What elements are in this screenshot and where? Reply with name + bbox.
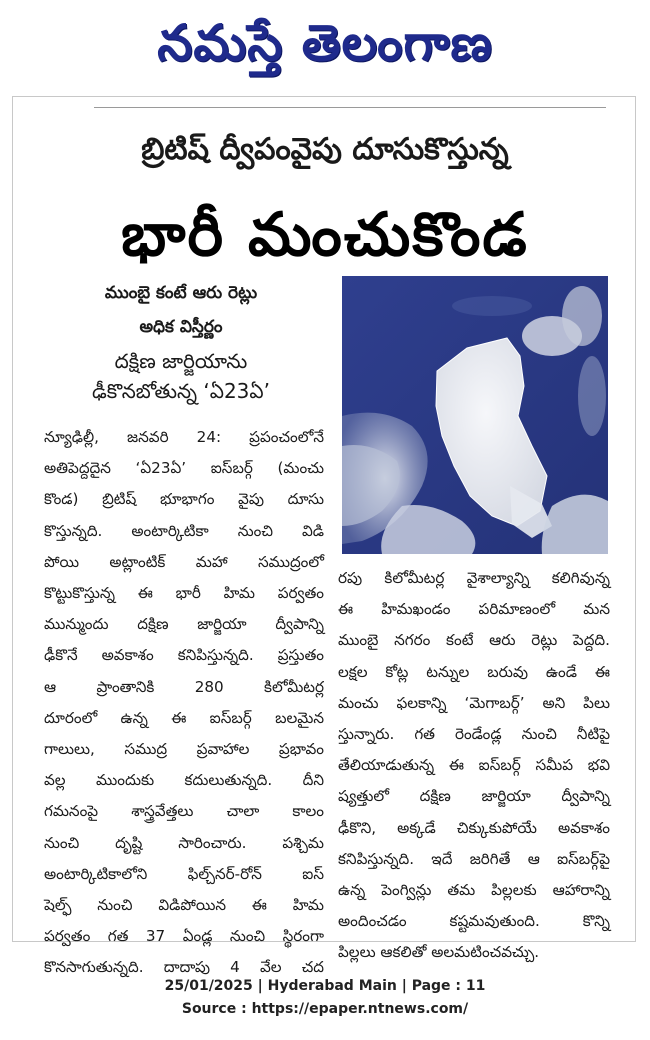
source-link[interactable]: Source : https://epaper.ntnews.com/ bbox=[181, 1001, 469, 1017]
iceberg-satellite-photo bbox=[342, 276, 608, 554]
header-rule bbox=[94, 107, 606, 108]
body-line: ష్యత్తులో దక్షిణ జార్జియా ద్వీపాన్ని bbox=[338, 787, 610, 806]
body-line: గాలులు, సముద్ర ప్రవాహాల ప్రభావం bbox=[44, 740, 324, 759]
body-line: వల్ల ముందుకు కదులుతున్నది. దీని bbox=[44, 771, 324, 790]
body-line: పోయి అట్లాంటిక్ మహా సముద్రంలో bbox=[44, 552, 324, 571]
body-line: అతిపెద్దదైన ‘ఏ23ఏ’ ఐస్‌బర్గ్ (మంచు bbox=[44, 459, 324, 478]
body-line: ఈ హిమఖండం పరిమాణంలో మన bbox=[338, 600, 610, 619]
iceberg-image bbox=[342, 276, 608, 554]
body-line: ముంబై నగరం కంటే ఆరు రెట్లు పెద్దది. bbox=[338, 631, 610, 650]
body-line: అందించడం కష్టమవుతుంది. కొన్ని bbox=[338, 912, 610, 931]
masthead bbox=[0, 8, 650, 78]
subhead-4: ఢీకొనబోతున్న ‘ఏ23ఏ’ bbox=[92, 379, 270, 403]
body-line: పర్వతం గత 37 ఏండ్ల నుంచి స్థిరంగా bbox=[44, 927, 324, 946]
article-body-right-column bbox=[338, 563, 610, 969]
body-line: రపు కిలోమీటర్ల వైశాల్యాన్ని కలిగివున్న bbox=[338, 569, 610, 587]
body-line: స్తున్నారు. గత రెండేండ్ల నుంచి నీటిపై bbox=[338, 725, 610, 744]
body-line: కొట్టుకొస్తున్న ఈ భారీ హిమ పర్వతం bbox=[44, 584, 324, 603]
body-line: అంటార్కిటికాలోని ఫిల్చ్‌నర్-రోన్ ఐస్ bbox=[44, 864, 324, 883]
body-line: న్యూఢిల్లీ, జనవరి 24: ప్రపంచంలోనే bbox=[44, 428, 324, 446]
body-line: కనిపిస్తున్నది. ఇదే జరిగితే ఆ ఐస్‌బర్గ్‌పై bbox=[338, 849, 610, 868]
body-line: ఢీకొనే అవకాశం కనిపిస్తున్నది. ప్రస్తుతం bbox=[44, 646, 324, 665]
article-body-left-column bbox=[44, 422, 324, 984]
subhead-3: దక్షిణ జార్జియాను bbox=[114, 349, 248, 373]
body-line: లక్షల కోట్ల టన్నుల బరువు ఉండే ఈ bbox=[338, 662, 610, 681]
body-line: ఉన్న పెంగ్విన్లు తమ పిల్లలకు ఆహారాన్ని bbox=[338, 881, 610, 900]
body-line: దూరంలో ఉన్న ఈ ఐస్‌బర్గ్ బలమైన bbox=[44, 708, 324, 727]
body-line: నుంచి దృష్టి సారించారు. పశ్చిమ bbox=[44, 833, 324, 852]
masthead-title: నమస్తే తెలంగాణ bbox=[157, 14, 493, 72]
body-line: మున్ముందు దక్షిణ జార్జియా ద్వీపాన్ని bbox=[44, 615, 324, 634]
body-line: కొనసాగుతున్నది. దాదాపు 4 వేల చద bbox=[44, 958, 324, 977]
article-kicker: బ్రిటిష్ ద్వీపంవైపు దూసుకొస్తున్న bbox=[141, 132, 509, 167]
body-line: ఢీకొని, అక్కడే చిక్కుకుపోయే అవకాశం bbox=[338, 818, 610, 837]
subhead-1: ముంబై కంటే ఆరు రెట్లు bbox=[104, 283, 258, 303]
body-line: కొస్తున్నది. అంటార్కిటికా నుంచి విడి bbox=[44, 521, 324, 540]
body-line: షెల్ఫ్ నుంచి విడిపోయిన ఈ హిమ bbox=[44, 896, 324, 915]
article-headline: భారీ మంచుకొండ bbox=[121, 200, 529, 270]
subhead-2: అధిక విస్తీర్ణం bbox=[139, 317, 223, 337]
body-line: కొండ) బ్రిటిష్ భూభాగం వైపు దూసు bbox=[44, 490, 324, 509]
body-line: గమనంపై శాస్త్రవేత్తలు చాలా కాలం bbox=[44, 802, 324, 821]
body-line: ఆ ప్రాంతానికి 280 కిలోమీటర్ల bbox=[44, 677, 324, 696]
body-line: తేలియాడుతున్న ఈ ఐస్‌బర్గ్ సమీప భవి bbox=[338, 756, 610, 775]
body-line: పిల్లలు ఆకలితో అలమటించవచ్చు. bbox=[338, 943, 540, 962]
page-dateline: 25/01/2025 | Hyderabad Main | Page : 11 bbox=[164, 978, 486, 994]
body-line: మంచు ఫలకాన్ని ‘మెగాబర్గ్’ అని పిలు bbox=[338, 693, 610, 712]
